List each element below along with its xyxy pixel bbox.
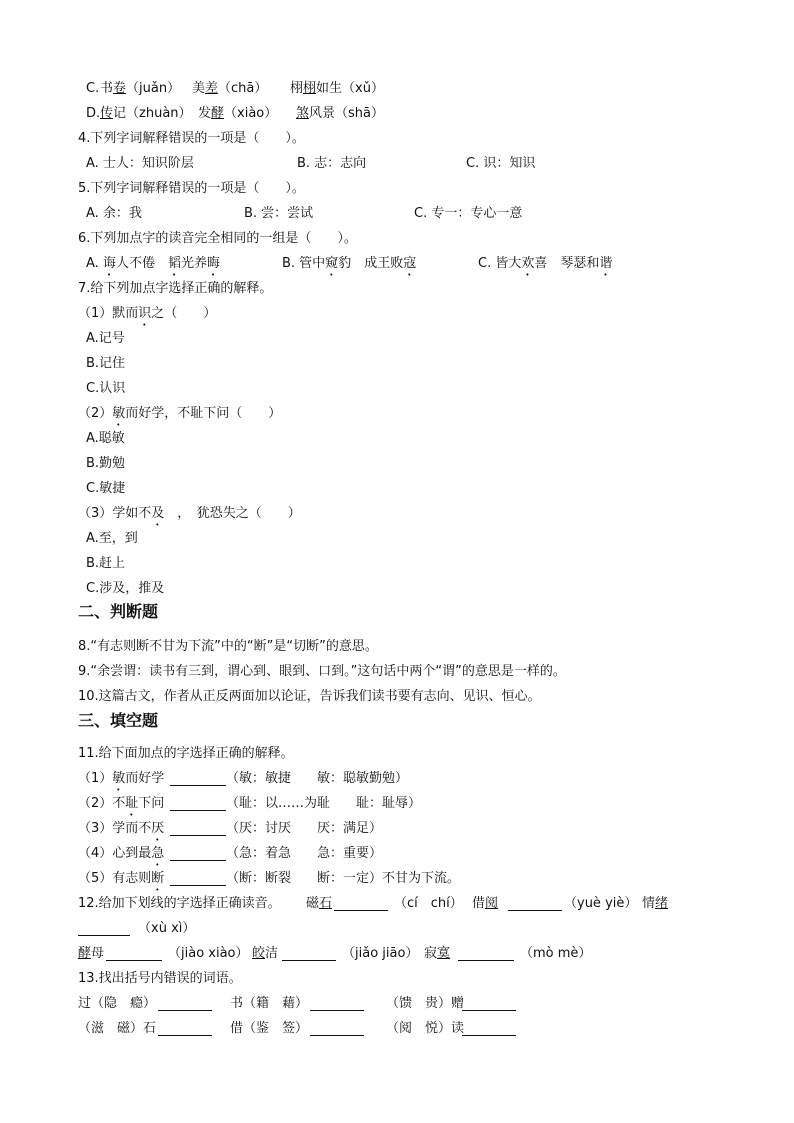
q7-sub2-option-a: A.聪敏 — [86, 431, 125, 446]
option-b: B. 尝：尝试 — [244, 206, 314, 221]
option-a: A. 诲人不倦 韬光养晦 — [86, 256, 221, 271]
option-a: A. 余：我 — [86, 206, 142, 221]
q7-sub2-option-c: C.敏捷 — [86, 481, 126, 496]
answer-blank[interactable] — [158, 1021, 212, 1036]
option-b: B. 管中窥豹 成王败寇 — [282, 256, 417, 271]
answer-blank[interactable] — [462, 1021, 516, 1036]
q4-stem: 4.下列字词解释错误的一项是（ ）。 — [78, 131, 305, 146]
answer-blank[interactable] — [170, 846, 226, 861]
q7-sub1-option-a: A.记号 — [86, 331, 125, 346]
q7-sub3: （3）学如不及 ， 犹恐失之（ ） — [78, 506, 301, 521]
answer-blank[interactable] — [170, 796, 226, 811]
word: 煞风景（shā） — [296, 106, 384, 121]
option-c: C. 识：知识 — [466, 156, 536, 171]
answer-blank[interactable] — [158, 996, 212, 1011]
answer-blank[interactable] — [78, 921, 130, 936]
answer-blank[interactable] — [170, 771, 226, 786]
word: 栩栩如生（xǔ） — [290, 81, 384, 96]
choice-options: （断：断裂 断：一定）不甘为下流。 — [226, 871, 461, 886]
section-heading-judgement: 二、判断题 — [78, 602, 159, 621]
q6-stem: 6.下列加点字的读音完全相同的一组是（ ）。 — [78, 231, 357, 246]
worksheet-page: C. 书卷（juǎn） 美差（chā） 栩栩如生（xǔ） D. 传记（zhuàn） 发酵（xiào） 煞风景（shā） 4.下列字词解释错误的一项是（ ）。 A. 士人：知识阶层 B. 志：志向 C. 识：知识 5.下列字词解释错误的一项是（ ）。 A. 余：我 B. 尝：尝试 C. 专一：专心一意 6.下列加点字的读音完全相同的一组是（ ）。 A. 诲人不倦 韬光养晦 B. 管中窥豹 成王败寇 C. 皆大欢喜 琴瑟和谐 7.给下列加点字选择正确的解释。 （1）默而识之（ ） A.记号 B.记住 C.认识 （2）敏而好学，不耻下问（ ） A.聪敏 B.勤勉 C.敏捷 （3）学如不及 ， 犹恐失之（ ） A.至，到 B.赶上 C.涉及，推及 二、判断题 8.“有志则断不甘为下流”中的“断”是“切断”的意思。 9.“余尝谓：读书有三到，谓心到、眼到、口到。”这句话中两个“谓”的意思是一样的。 10.这篇古文，作者从正反两面加以论证，告诉我们读书要有志向、见识、恒心。 三、填空题 11.给下面加点的字选择正确的解释。 （1）敏而好学 （敏：敏捷 敏：聪敏勤勉） （2）不耻下问 （耻：以……为耻 耻：耻辱） （3）学而不厌 （厌：讨厌 厌：满足） （4）心到最急 （急：着急 急：重要） （5）有志则断 （断：断裂 断：一定）不甘为下流。 12.给加下划线的字选择正确读音。 磁石 （cí chí） 借阅 （yuè yiè） 情绪 （xù xì） 酵母 （jiào xiào） 皎洁 （jiǎo jiāo） 寂寞 （mò mè） 13.找出括号内错误的词语。 过（隐 瘾） 书（籍 藉） （馈 贵）赠 （滋 磁）石 借（鉴 签） （阅 悦）读 — [0, 0, 794, 1123]
word: 书卷（juǎn） — [100, 81, 181, 96]
option-label: D. — [86, 106, 101, 121]
choice-options: （耻：以……为耻 耻：耻辱） — [226, 796, 422, 811]
q7-sub2: （2）敏而好学，不耻下问（ ） — [78, 406, 282, 421]
q7-stem: 7.给下列加点字选择正确的解释。 — [78, 281, 273, 296]
option-a: A. 士人：知识阶层 — [86, 156, 194, 171]
q7-sub3-option-b: B.赶上 — [86, 556, 126, 571]
answer-blank[interactable] — [282, 946, 336, 961]
answer-blank[interactable] — [310, 1021, 364, 1036]
option-c: C. 专一：专心一意 — [414, 206, 523, 221]
q5-stem: 5.下列字词解释错误的一项是（ ）。 — [78, 181, 305, 196]
q7-sub1-option-c: C.认识 — [86, 381, 126, 396]
section-heading-fill-blank: 三、填空题 — [78, 711, 159, 730]
word: 美差（chā） — [192, 81, 268, 96]
answer-blank[interactable] — [310, 996, 364, 1011]
option-b: B. 志：志向 — [297, 156, 367, 171]
q7-sub2-option-b: B.勤勉 — [86, 456, 126, 471]
q9: 9.“余尝谓：读书有三到，谓心到、眼到、口到。”这句话中两个“谓”的意思是一样的。 — [78, 664, 566, 679]
answer-blank[interactable] — [170, 871, 226, 886]
choice-options: （急：着急 急：重要） — [226, 846, 383, 861]
word: 传记（zhuàn） — [100, 106, 192, 121]
q7-sub1: （1）默而识之（ ） — [78, 306, 217, 321]
answer-blank[interactable] — [106, 946, 162, 961]
q13-stem: 13.找出括号内错误的词语。 — [78, 971, 242, 986]
answer-blank[interactable] — [170, 821, 226, 836]
q8: 8.“有志则断不甘为下流”中的“断”是“切断”的意思。 — [78, 639, 378, 654]
option-label: C. — [86, 81, 100, 96]
q10: 10.这篇古文，作者从正反两面加以论证，告诉我们读书要有志向、见识、恒心。 — [78, 689, 541, 704]
choice-options: （厌：讨厌 厌：满足） — [226, 821, 383, 836]
choice-options: （敏：敏捷 敏：聪敏勤勉） — [226, 771, 409, 786]
q12-stem: 12.给加下划线的字选择正确读音。 — [78, 896, 281, 911]
answer-blank[interactable] — [462, 996, 516, 1011]
q7-sub3-option-c: C.涉及，推及 — [86, 581, 165, 596]
q7-sub1-option-b: B.记住 — [86, 356, 126, 371]
answer-blank[interactable] — [458, 946, 514, 961]
word: 发酵（xiào） — [198, 106, 278, 121]
answer-blank[interactable] — [334, 896, 388, 911]
answer-blank[interactable] — [508, 896, 562, 911]
option-c: C. 皆大欢喜 琴瑟和谐 — [478, 256, 613, 271]
q11-stem: 11.给下面加点的字选择正确的解释。 — [78, 746, 294, 761]
q7-sub3-option-a: A.至，到 — [86, 531, 138, 546]
